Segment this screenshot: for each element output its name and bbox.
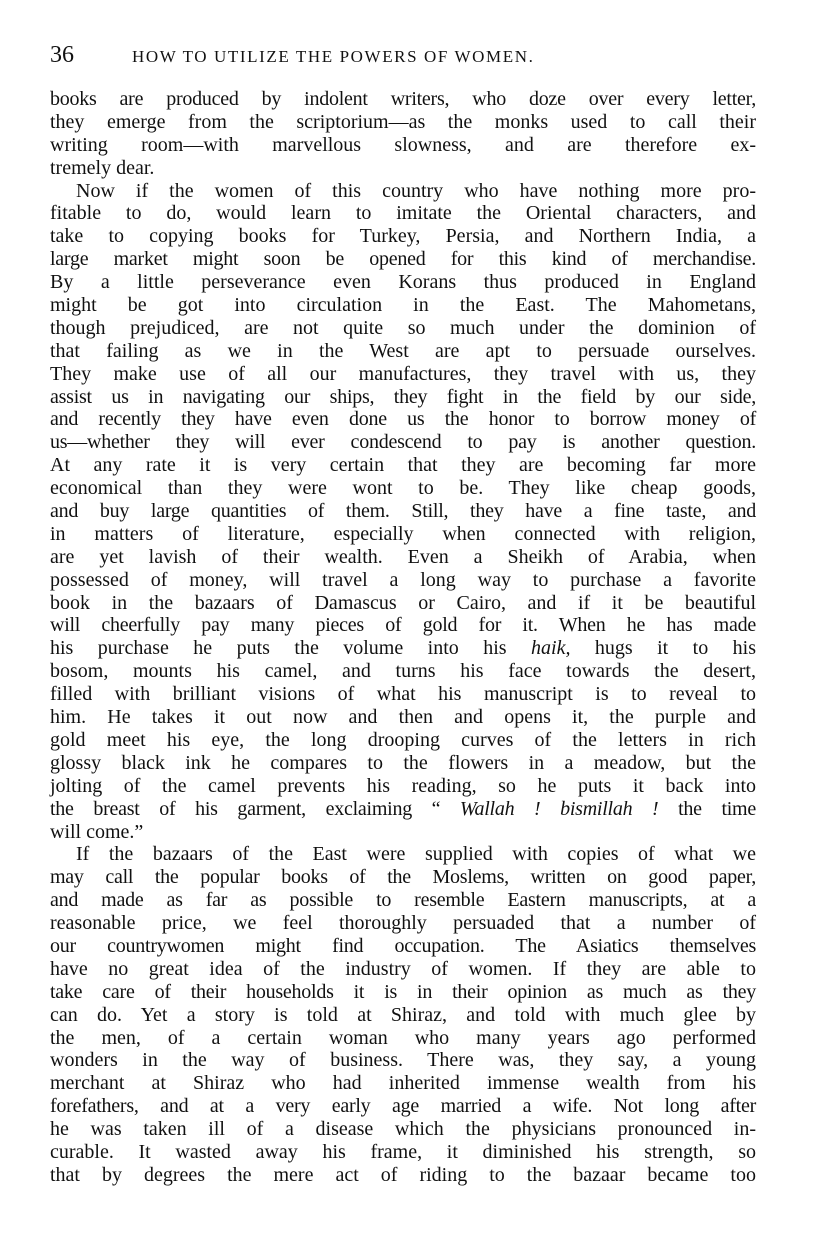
text-line: have no great idea of the industry of women. If they are able to xyxy=(50,957,756,980)
text-line: in matters of literature, especially when connected with religion, xyxy=(50,522,756,545)
text-line: will come.” xyxy=(50,820,144,843)
text-line: books are produced by indolent writers, who doze over every letter, xyxy=(50,88,756,110)
text-line: they emerge from the scriptorium—as the monks used to call their xyxy=(50,110,756,133)
text-line: forefathers, and at a very early age married a wife. Not long after xyxy=(50,1095,756,1118)
text-line: and made as far as possible to resemble Eastern manuscripts, at a xyxy=(50,889,756,912)
text-line: and recently they have even done us the honor to borrow money of xyxy=(50,408,756,431)
text-segment: the breast of his garment, exclaiming “ xyxy=(50,797,460,820)
text-line: may call the popular books of the Moslems, written on good paper, xyxy=(50,866,756,889)
text-line: that by degrees the mere act of riding to the bazaar became too xyxy=(50,1163,756,1186)
body-text xyxy=(50,88,756,1187)
text-line: us—whether they will ever condescend to pay is another question. xyxy=(50,431,756,454)
text-line: large market might soon be opened for this kind of merchandise. xyxy=(50,248,756,271)
text-line: merchant at Shiraz who had inherited immense wealth from his xyxy=(50,1072,756,1095)
text-line: are yet lavish of their wealth. Even a Sheikh of Arabia, when xyxy=(50,545,756,568)
text-line: tremely dear. xyxy=(50,156,155,179)
page-number: 36 xyxy=(50,42,74,68)
text-line: him. He takes it out now and then and opens it, the purple and xyxy=(50,706,756,729)
text-segment: hugs it to his xyxy=(570,637,756,660)
running-title: HOW TO UTILIZE THE POWERS OF WOMEN. xyxy=(132,47,535,66)
text-line: take to copying books for Turkey, Persia, and Northern India, a xyxy=(50,225,756,248)
text-line: can do. Yet a story is told at Shiraz, and told with much glee by xyxy=(50,1003,756,1026)
text-line: gold meet his eye, the long drooping curves of the letters in rich xyxy=(50,728,756,751)
text-segment: his purchase he puts the volume into his xyxy=(50,637,532,660)
text-line: writing room—with marvellous slowness, and are therefore ex- xyxy=(50,133,756,156)
text-segment: the time xyxy=(658,797,756,820)
text-line: our countrywomen might find occupation. The Asiatics themselves xyxy=(50,934,756,957)
text-line: fitable to do, would learn to imitate the Oriental characters, and xyxy=(50,202,756,225)
text-line: the men, of a certain woman who many years ago performed xyxy=(50,1026,756,1049)
text-line: he was taken ill of a disease which the physicians pronounced in- xyxy=(50,1118,756,1141)
text-line: book in the bazaars of Damascus or Cairo, and if it be beautiful xyxy=(50,591,756,614)
text-line: If the bazaars of the East were supplied with copies of what we xyxy=(76,843,756,866)
text-line: economical than they were wont to be. They like cheap goods, xyxy=(50,477,756,500)
text-line: and buy large quantities of them. Still, they have a fine taste, and xyxy=(50,500,756,523)
text-line: though prejudiced, are not quite so much under the dominion of xyxy=(50,316,756,339)
text-line xyxy=(50,798,756,821)
italic-phrase: Wallah ! bismillah ! xyxy=(459,797,659,820)
text-line: take care of their households it is in their opinion as much as they xyxy=(50,980,756,1003)
text-line: wonders in the way of business. There was, they say, a young xyxy=(50,1049,756,1072)
text-line: reasonable price, we feel thoroughly persuaded that a number of xyxy=(50,912,756,935)
text-line: Now if the women of this country who have nothing more pro- xyxy=(76,179,756,202)
text-line: glossy black ink he compares to the flowers in a meadow, but the xyxy=(50,751,756,774)
text-line: By a little perseverance even Korans thus produced in England xyxy=(50,271,756,294)
text-line: might be got into circulation in the East. The Mahometans, xyxy=(50,294,756,317)
text-line: assist us in navigating our ships, they fight in the field by our side, xyxy=(50,385,756,408)
text-line: bosom, mounts his camel, and turns his face towards the desert, xyxy=(50,660,756,683)
text-line: that failing as we in the West are apt to persuade ourselves. xyxy=(50,339,756,362)
text-line: filled with brilliant visions of what his manuscript is to reveal to xyxy=(50,683,756,706)
italic-word: haik, xyxy=(531,637,571,660)
text-line: curable. It wasted away his frame, it diminished his strength, so xyxy=(50,1140,756,1163)
text-line: possessed of money, will travel a long way to purchase a favorite xyxy=(50,568,756,591)
page-header xyxy=(50,42,765,82)
text-line: At any rate it is very certain that they are becoming far more xyxy=(50,454,756,477)
text-line: jolting of the camel prevents his reading, so he puts it back into xyxy=(50,774,756,797)
text-line: will cheerfully pay many pieces of gold for it. When he has made xyxy=(50,614,756,637)
text-line: They make use of all our manufactures, they travel with us, they xyxy=(50,362,756,385)
text-line xyxy=(50,637,756,660)
